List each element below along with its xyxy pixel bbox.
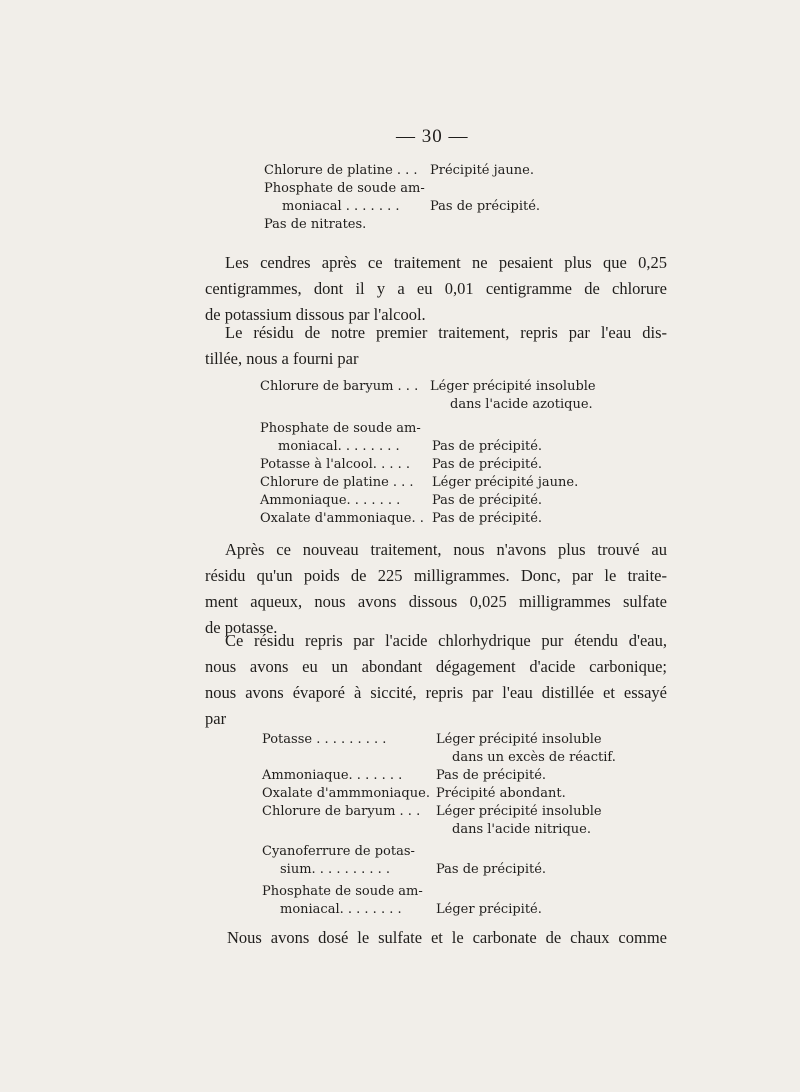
table-row bbox=[260, 510, 600, 528]
text-line: tillée, nous a fourni par bbox=[205, 349, 359, 368]
table-row bbox=[260, 492, 600, 510]
reagent-name: Potasse à l'alcool. . . . . bbox=[260, 457, 410, 472]
reagent-result: Léger précipité insoluble bbox=[436, 732, 602, 747]
reagent-result: Pas de précipité. bbox=[436, 768, 547, 783]
table-row bbox=[264, 180, 564, 198]
text-line: Le résidu de notre premier traitement, repris par l'eau dis- bbox=[225, 323, 667, 342]
table-row bbox=[262, 901, 602, 919]
reagent-result: Pas de précipité. bbox=[432, 439, 543, 454]
reagent-name: Cyanoferrure de potas- bbox=[262, 844, 415, 859]
text-line: ment aqueux, nous avons dissous 0,025 milligrammes sulfate bbox=[205, 592, 667, 611]
reagent-name: moniacal . . . . . . . bbox=[282, 199, 400, 214]
reagent-table-3 bbox=[262, 731, 616, 919]
table-row bbox=[262, 785, 602, 803]
page-number: — 30 — bbox=[396, 126, 469, 147]
reagent-result: Précipité jaune. bbox=[430, 163, 534, 178]
text-line: Après ce nouveau traitement, nous n'avons plus trouvé au bbox=[225, 540, 667, 559]
reagent-result: Pas de précipité. bbox=[432, 511, 543, 526]
reagent-result: dans l'acide nitrique. bbox=[452, 822, 591, 837]
reagent-name: Chlorure de platine . . . bbox=[260, 475, 414, 490]
table-row bbox=[262, 803, 602, 821]
reagent-name: sium. . . . . . . . . . bbox=[280, 862, 391, 877]
table-row bbox=[264, 198, 564, 216]
reagent-result: Léger précipité insoluble bbox=[436, 804, 602, 819]
text-line: résidu qu'un poids de 225 milligrammes. Donc, par le traite- bbox=[205, 566, 667, 585]
reagent-name: Chlorure de baryum . . . bbox=[260, 379, 419, 394]
reagent-result: Pas de précipité. bbox=[430, 199, 541, 214]
text-line: de potasse. bbox=[205, 618, 278, 637]
paragraph-2 bbox=[205, 320, 667, 372]
reagent-result: Léger précipité. bbox=[436, 902, 542, 917]
paragraph-3 bbox=[205, 537, 667, 641]
text-line: centigrammes, dont il y a eu 0,01 centigramme de chlorure bbox=[205, 279, 667, 298]
reagent-name: Oxalate d'ammmoniaque. bbox=[262, 786, 430, 801]
table-row bbox=[262, 843, 602, 861]
table-row bbox=[264, 162, 564, 180]
reagent-name: Oxalate d'ammoniaque. . bbox=[260, 511, 424, 526]
text-line: de potassium dissous par l'alcool. bbox=[205, 305, 426, 324]
reagent-name: Potasse . . . . . . . . . bbox=[262, 732, 387, 747]
reagent-table-2 bbox=[260, 378, 600, 528]
reagent-result: Léger précipité insoluble bbox=[430, 379, 596, 394]
table-row bbox=[260, 456, 600, 474]
text-line: Ce résidu repris par l'acide chlorhydrique pur étendu d'eau, bbox=[225, 631, 667, 650]
reagent-name: Pas de nitrates. bbox=[264, 217, 367, 232]
reagent-name: Ammoniaque. . . . . . . bbox=[262, 768, 403, 783]
table-row bbox=[260, 474, 600, 492]
reagent-name: Phosphate de soude am- bbox=[262, 884, 423, 899]
reagent-result: Pas de précipité. bbox=[436, 862, 547, 877]
reagent-name: Phosphate de soude am- bbox=[264, 181, 425, 196]
reagent-result: Pas de précipité. bbox=[432, 493, 543, 508]
paragraph-4 bbox=[205, 628, 667, 732]
reagent-result: dans un excès de réactif. bbox=[452, 750, 616, 765]
reagent-name: moniacal. . . . . . . . bbox=[278, 439, 400, 454]
table-row bbox=[264, 216, 564, 234]
reagent-name: Chlorure de platine . . . bbox=[264, 163, 418, 178]
reagent-result: Précipité abondant. bbox=[436, 786, 566, 801]
text-line: par bbox=[205, 709, 227, 728]
table-row bbox=[262, 861, 602, 879]
reagent-name: Ammoniaque. . . . . . . bbox=[260, 493, 401, 508]
table-row bbox=[260, 420, 600, 438]
text-line: nous avons eu un abondant dégagement d'acide carbonique; bbox=[205, 657, 667, 676]
paragraph-5 bbox=[205, 925, 667, 951]
reagent-result: Léger précipité jaune. bbox=[432, 475, 579, 490]
reagent-name: Chlorure de baryum . . . bbox=[262, 804, 421, 819]
reagent-result: dans l'acide azotique. bbox=[450, 397, 593, 412]
paragraph-1 bbox=[205, 250, 667, 328]
table-row bbox=[262, 749, 616, 767]
table-row bbox=[260, 438, 600, 456]
reagent-name: Phosphate de soude am- bbox=[260, 421, 421, 436]
text-line: nous avons évaporé à siccité, repris par l'eau distillée et essayé bbox=[205, 683, 667, 702]
table-row bbox=[262, 821, 602, 839]
reagent-name: moniacal. . . . . . . . bbox=[280, 902, 402, 917]
table-row bbox=[262, 883, 602, 901]
text-line: Nous avons dosé le sulfate et le carbonate de chaux comme bbox=[227, 928, 667, 947]
reagent-table-1 bbox=[264, 162, 564, 234]
text-line: Les cendres après ce traitement ne pesaient plus que 0,25 bbox=[225, 253, 667, 272]
table-row bbox=[262, 767, 602, 785]
table-row bbox=[262, 731, 602, 749]
table-row bbox=[260, 378, 600, 396]
reagent-result: Pas de précipité. bbox=[432, 457, 543, 472]
table-row bbox=[260, 396, 600, 414]
